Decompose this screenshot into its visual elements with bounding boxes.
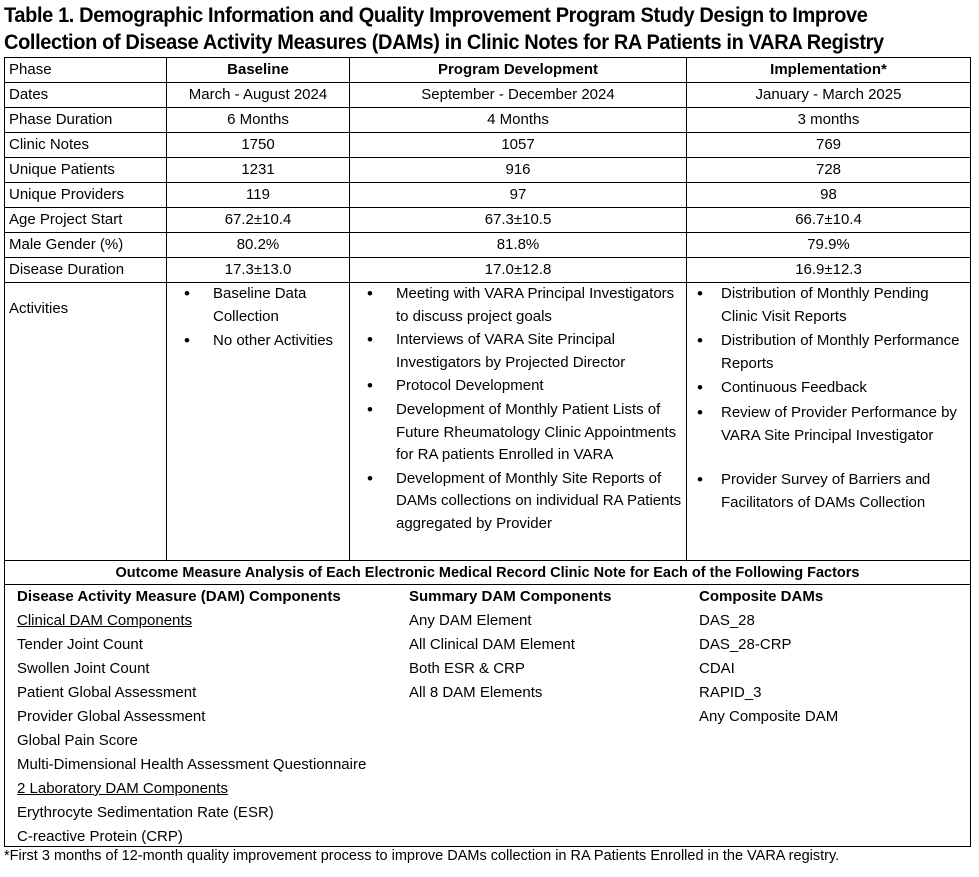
implementation-activities [687,283,971,561]
cell-implementation: 728 [687,158,971,183]
row-label: Dates [5,83,167,108]
footnote: *First 3 months of 12-month quality improvement process to improve DAMs collection in RA Patients Enrolled in the VARA registry. [4,848,840,864]
row-label: Age Project Start [5,208,167,233]
list-item: DAS_28 [699,612,755,629]
header-implementation: Implementation* [687,58,971,83]
dam-components-title: Disease Activity Measure (DAM) Components [17,588,341,605]
list-item: DAS_28-CRP [699,636,792,653]
program-development-activities [350,283,687,561]
header-baseline: Baseline [167,58,350,83]
list-item: • Distribution of Monthly Pending Clinic Visit Reports [691,283,966,328]
activities-row [5,283,971,561]
cell-program-development: 67.3±10.5 [350,208,687,233]
list-item: Provider Global Assessment [17,708,206,725]
study-design-table [4,57,971,561]
list-item: • Baseline Data Collection [171,283,345,328]
table-row [5,133,971,158]
list-item: • Continuous Feedback [691,377,966,400]
table-row [5,208,971,233]
row-label: Unique Patients [5,158,167,183]
table-row [5,108,971,133]
list-item: All Clinical DAM Element [409,636,575,653]
table-row [5,183,971,208]
title-line-2: Collection of Disease Activity Measures (DAMs) in Clinic Notes for RA Patients in VARA Registry [4,30,884,54]
list-item: Tender Joint Count [17,636,143,653]
outcome-header: Outcome Measure Analysis of Each Electronic Medical Record Clinic Note for Each of the Following Factors [5,561,970,585]
list-item: Any Composite DAM [699,708,839,725]
summary-dam-column [409,585,612,705]
list-item: • Protocol Development [354,375,682,398]
cell-program-development: 17.0±12.8 [350,258,687,283]
table-row [5,258,971,283]
list-item: • Development of Monthly Site Reports of DAMs collections on individual RA Patients aggregated by Provider [354,468,682,536]
summary-dam-title: Summary DAM Components [409,588,612,605]
table-row [5,158,971,183]
list-item: C-reactive Protein (CRP) [17,828,183,845]
cell-baseline: March - August 2024 [167,83,350,108]
dam-components-column [17,585,366,849]
cell-baseline: 80.2% [167,233,350,258]
cell-implementation: 79.9% [687,233,971,258]
cell-implementation: January - March 2025 [687,83,971,108]
list-item: • Development of Monthly Patient Lists of Future Rheumatology Clinic Appointments for RA patients Enrolled in VARA [354,399,682,467]
list-item: RAPID_3 [699,684,762,701]
baseline-activities-list [171,283,345,353]
composite-dams-title: Composite DAMs [699,588,824,605]
cell-implementation: 3 months [687,108,971,133]
list-item: • Distribution of Monthly Performance Reports [691,330,966,375]
cell-implementation: 769 [687,133,971,158]
cell-program-development: 81.8% [350,233,687,258]
implementation-activities-list [691,283,966,514]
header-phase-label: Phase [5,58,167,83]
row-label: Male Gender (%) [5,233,167,258]
baseline-activities [167,283,350,561]
cell-program-development: September - December 2024 [350,83,687,108]
title-line-1: Table 1. Demographic Information and Quality Improvement Program Study Design to Improve [4,3,868,27]
cell-implementation: 98 [687,183,971,208]
cell-baseline: 119 [167,183,350,208]
cell-baseline: 6 Months [167,108,350,133]
header-program-development: Program Development [350,58,687,83]
clinical-dam-heading: Clinical DAM Components [17,612,193,629]
list-item: Any DAM Element [409,612,532,629]
list-item: • Meeting with VARA Principal Investigators to discuss project goals [354,283,682,328]
list-item: Multi-Dimensional Health Assessment Questionnaire [17,756,367,773]
cell-program-development: 916 [350,158,687,183]
row-label: Unique Providers [5,183,167,208]
lab-dam-heading: 2 Laboratory DAM Components [17,780,228,797]
table-title [4,2,911,56]
list-item: CDAI [699,660,735,677]
list-item: Patient Global Assessment [17,684,197,701]
cell-program-development: 1057 [350,133,687,158]
row-label: Disease Duration [5,258,167,283]
program-development-activities-list [354,283,682,536]
list-item: Erythrocyte Sedimentation Rate (ESR) [17,804,274,821]
row-label: Clinic Notes [5,133,167,158]
cell-program-development: 97 [350,183,687,208]
cell-baseline: 67.2±10.4 [167,208,350,233]
cell-implementation: 66.7±10.4 [687,208,971,233]
list-item: • Interviews of VARA Site Principal Investigators by Projected Director [354,329,682,374]
cell-baseline: 17.3±13.0 [167,258,350,283]
cell-baseline: 1750 [167,133,350,158]
composite-dams-column [699,585,838,729]
list-item: Swollen Joint Count [17,660,150,677]
table-row [5,233,971,258]
list-item: All 8 DAM Elements [409,684,543,701]
activities-label: Activities [5,283,167,561]
table-row [5,83,971,108]
list-item: Both ESR & CRP [409,660,525,677]
outcome-measure-section [4,561,971,847]
cell-program-development: 4 Months [350,108,687,133]
list-item: • Provider Survey of Barriers and Facilitators of DAMs Collection [691,469,966,514]
list-item: • No other Activities [171,330,345,353]
cell-baseline: 1231 [167,158,350,183]
table-header-row [5,58,971,83]
list-item: Global Pain Score [17,732,138,749]
row-label: Phase Duration [5,108,167,133]
list-item: • Review of Provider Performance by VARA Site Principal Investigator [691,402,966,447]
cell-implementation: 16.9±12.3 [687,258,971,283]
